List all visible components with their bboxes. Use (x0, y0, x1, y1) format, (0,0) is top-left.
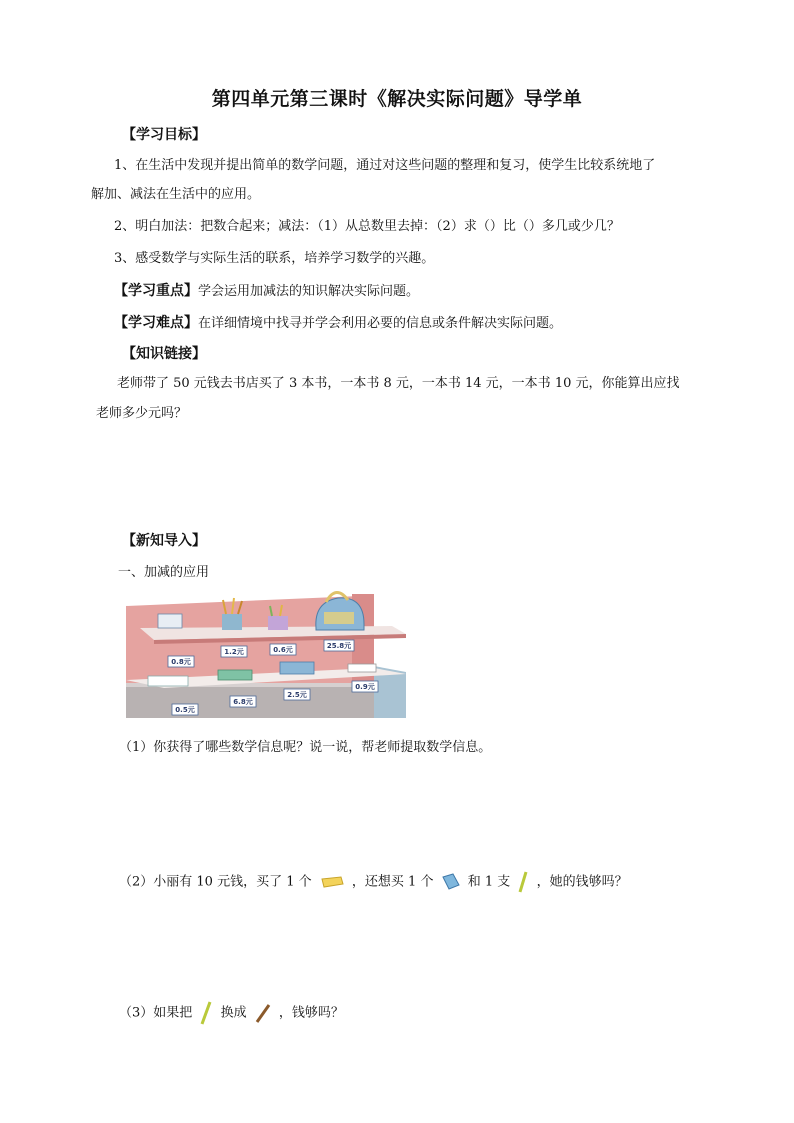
question-3-part-c: ，钱够吗？ (278, 1005, 344, 1021)
difficulty-text: 在详细情境中找寻并学会利用必要的信息或条件解决实际问题。 (198, 316, 563, 331)
difficulty-line (114, 313, 562, 334)
question-2-part-c: 和 1 支 (467, 874, 511, 890)
key-point-line (114, 281, 419, 302)
section-link-heading: 【知识链接】 (122, 346, 206, 362)
price-tag-bottom-4: 0.9元 (355, 683, 375, 691)
notebook-icon (441, 873, 461, 891)
section-new-heading: 【新知导入】 (122, 533, 206, 549)
goal-3: 3、感受数学与实际生活的联系，培养学习数学的兴趣。 (114, 251, 435, 266)
question-3 (119, 1000, 344, 1027)
price-tag-bottom-1: 0.5元 (175, 706, 195, 714)
price-tag-bottom-2: 6.8元 (233, 698, 253, 706)
pencil-green-icon (199, 1000, 213, 1026)
question-3-part-a: （3）如果把 (119, 1005, 193, 1021)
question-1: （1）你获得了哪些数学信息呢？说一说，帮老师提取数学信息。 (119, 740, 492, 755)
question-3-part-b: 换成 (220, 1005, 247, 1021)
key-point-text: 学会运用加减法的知识解决实际问题。 (198, 284, 420, 299)
eraser-icon (319, 875, 345, 889)
link-problem-line-2: 老师多少元吗？ (96, 406, 188, 421)
goal-2: 2、明白加法：把数合起来；减法：（1）从总数里去掉：（2）求（）比（）多几或少几？ (114, 219, 620, 234)
price-tag-bottom-3: 2.5元 (287, 691, 307, 699)
price-tag-top-2: 1.2元 (224, 648, 244, 656)
key-point-label: 【学习重点】 (114, 283, 198, 299)
part-1-heading: 一、加减的应用 (118, 565, 210, 580)
question-2-part-d: ，她的钱够吗？ (536, 874, 628, 890)
page-title: 第四单元第三课时《解决实际问题》导学单 (211, 88, 583, 110)
price-tag-top-4: 25.8元 (326, 642, 352, 650)
goal-1-line-1: 1、在生活中发现并提出简单的数学问题，通过对这些问题的整理和复习，使学生比较系统地了 (114, 158, 656, 173)
question-2-part-b: ，还想买 1 个 (351, 874, 434, 890)
price-tag-top-3: 0.6元 (273, 646, 293, 654)
goal-1-line-2: 解加、减法在生活中的应用。 (91, 187, 261, 202)
question-2 (119, 870, 628, 895)
section-goals-heading: 【学习目标】 (122, 127, 206, 143)
store-shelf-illustration (124, 588, 406, 718)
question-2-part-a: （2）小丽有 10 元钱，买了 1 个 (119, 874, 312, 890)
link-problem-line-1: 老师带了 50 元钱去书店买了 3 本书，一本书 8 元，一本书 14 元，一本书 10 元，你能算出应找 (117, 376, 680, 391)
price-tag-top-1: 0.8元 (171, 658, 191, 666)
pencil-brown-icon (254, 1002, 272, 1024)
difficulty-label: 【学习难点】 (114, 315, 198, 331)
pencil-green-icon (517, 870, 529, 894)
